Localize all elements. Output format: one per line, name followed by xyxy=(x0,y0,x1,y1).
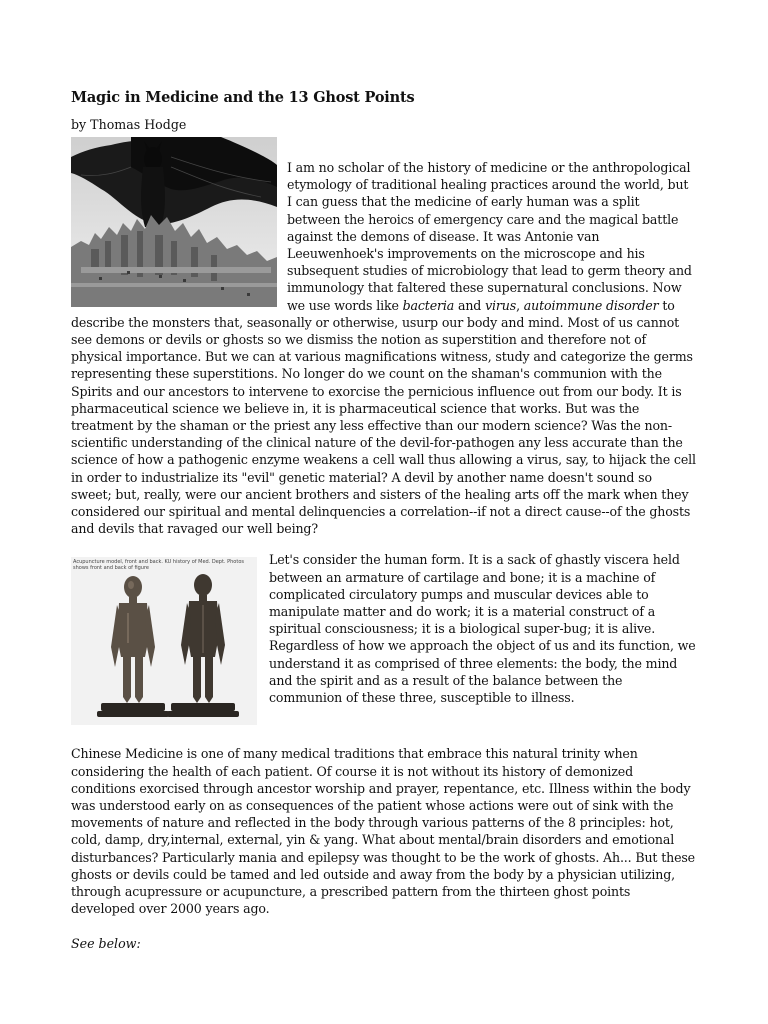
article-title: Magic in Medicine and the 13 Ghost Points xyxy=(71,89,415,106)
term-virus: virus xyxy=(485,297,517,313)
see-below-note: See below: xyxy=(71,935,141,951)
acupuncture-figures-illustration xyxy=(71,557,257,725)
article-byline: by Thomas Hodge xyxy=(71,117,187,132)
paragraph-3: Chinese Medicine is one of many medical traditions that embrace this natural trinity when considering the health of each patient. Of course it is not without its history of demonized conditions exorcised through ancestor worship and prayer, repentance, etc. Illness within the body was understood early on as consequences of the patient whose actions were out of sink with the movements of nature and reflected in the body through various patterns of the 8 principles: hot, cold, damp, dry,internal, external, yin & yang. What about mental/brain disorders and emotional disturbances? Particularly mania and epilepsy was thought to be the work of ghosts. Ah... But these ghosts or devils could be tamed and led outside and away from the body by a physician utilizing, through acupressure or acupuncture, a prescribed pattern from the thirteen ghost points developed over 2000 years ago. xyxy=(71,746,695,917)
demon-city-illustration xyxy=(71,137,277,307)
term-autoimmune-disorder: autoimmune disorder xyxy=(523,297,659,313)
demon-city-image xyxy=(71,137,277,307)
paragraph-2: Let's consider the human form. It is a sack of ghastly viscera held between an armature of cartilage and bone; it is a machine of complicated circulatory pumps and muscular devices able to manipulate matter and do work; it is a material construct of a spiritual consciousness; it is a biological super-bug; it is alive. Regardless of how we approach the object of us and its function, we understand it as comprised of three elements: the body, the mind and the spirit and as a result of the balance between the communion of these three, susceptible to illness. xyxy=(269,552,696,706)
acupuncture-model-image xyxy=(71,557,257,725)
term-bacteria: bacteria xyxy=(402,297,455,313)
figure-caption: Acupuncture model, front and back. KU history of Med. Dept. Photos shows front and back of figure xyxy=(73,559,244,572)
paragraph-1-text-b: to describe the monsters that, seasonally or otherwise, usurp our body and mind. Most of us cannot see demons or devils or ghosts so we dismiss the notion as superstition and therefore not of physical importance. But we can at various magnifications witness, study and categorize the germs representing these superstitions. No longer do we count on the shaman's communion with the Spirits and our ancestors to intervene to exorcise the pernicious influence out from our body. It is pharmaceutical science we believe in, it is pharmaceutical science that works. But was the treatment by the shaman or the priest any less effective than our modern science? Was the non-scientific understanding of the clinical nature of the devil-for-pathogen any less accurate than the science of how a pathogenic enzyme weakens a cell wall thus allowing a virus, say, to hijack the cell in order to industrialize its "evil" genetic material? A devil by another name doesn't sound so sweet; but, really, were our ancient brothers and sisters of the healing arts off the mark when they considered our spiritual and mental delinquencies a correlation--if not a direct cause--of the ghosts and devils that ravaged our well being? xyxy=(71,297,696,537)
paragraph-1-comma: , xyxy=(516,297,524,313)
article xyxy=(71,88,696,952)
paragraph-1-conj: and xyxy=(454,297,486,313)
paragraph-1-text-a: I am no scholar of the history of medicine or the anthropological etymology of traditional healing practices around the world, but I can guess that the medicine of early human was a split between the heroics of emergency care and the magical battle against the demons of disease. It was Antonie van Leeuwenhoek's improvements on the microscope and his subsequent studies of microbiology that lead to germ theory and immunology that faltered these supernatural conclusions. Now we use words like xyxy=(287,160,692,313)
